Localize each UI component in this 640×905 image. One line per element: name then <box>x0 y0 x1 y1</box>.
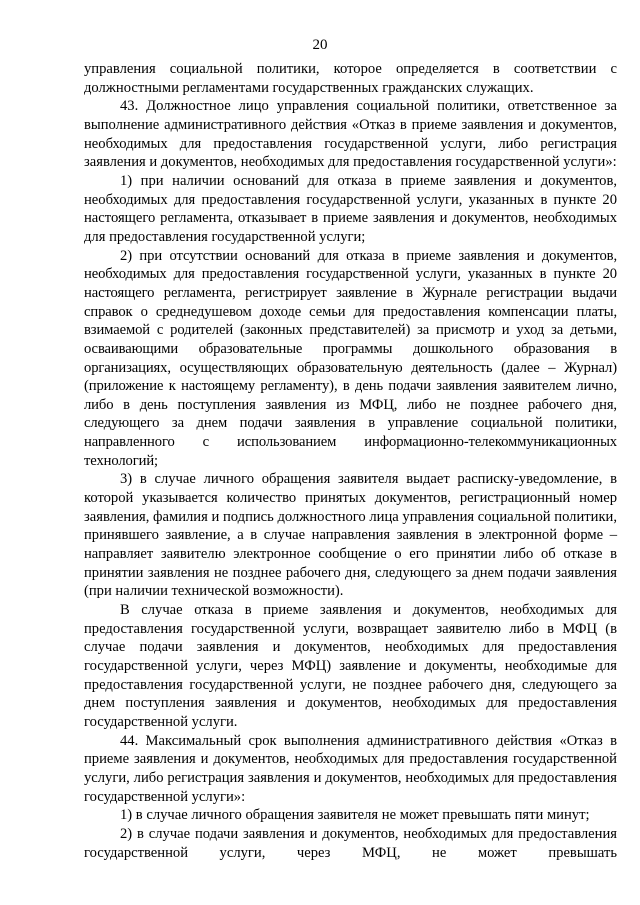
paragraph-item-44: 44. Максимальный срок выполнения административного действия «Отказ в приеме заявления и документов, необходимых для предоставления государственной услуги, либо регистрация заявления и документов, необходимых для предоставления государственной услуги»: <box>84 732 617 805</box>
paragraph-item-43-1: 1) при наличии оснований для отказа в приеме заявления и документов, необходимых для предоставления государственной услуги, указанных в пункте 20 настоящего регламента, отказывает в приеме заявления и документов, необходимых для предоставления государственной услуги; <box>84 172 617 245</box>
paragraph-item-43-2: 2) при отсутствии оснований для отказа в приеме заявления и документов, необходимых для предоставления государственной услуги, указанных в пункте 20 настоящего регламента, регистрирует заявление в Журнале регистрации выдачи справок о среднедушевом доходе семьи для предоставления компенсации платы, взимаемой с родителей (законных представителей) за присмотр и уход за детьми, осваивающими образовательные программы дошкольного образования в организациях, осуществляющих образовательную деятельность (далее – Журнал) (приложение к настоящему регламенту), в день подачи заявления заявителем лично, либо в день поступления заявления из МФЦ, либо не позднее рабочего дня, следующего за днем подачи заявления в управление социальной политики, направленного с использованием информационно-телекоммуникационных технологий; <box>84 247 617 469</box>
paragraph-item-44-2: 2) в случае подачи заявления и документов, необходимых для предоставления государственной услуги, через МФЦ, не может превышать <box>84 825 617 861</box>
page-number: 20 <box>312 37 328 53</box>
paragraph-item-44-1: 1) в случае личного обращения заявителя не может превышать пяти минут; <box>120 807 590 824</box>
paragraph-refusal-case: В случае отказа в приеме заявления и документов, необходимых для предоставления государственной услуги, возвращает заявителю либо в МФЦ (в случае подачи заявления и документов, необходимых для предоставления государственной услуги, через МФЦ) заявление и документы, необходимые для предоставления государственной услуги, не позднее рабочего дня, следующего за днем поступления заявления и документов, необходимых для предоставления государственной услуги. <box>84 602 617 730</box>
paragraph-item-43-3: 3) в случае личного обращения заявителя выдает расписку-уведомление, в которой указывается количество принятых документов, регистрационный номер заявления, фамилия и подпись должностного лица управления социальной политики, принявшего заявление, а в случае направления заявления в электронной форме – направляет заявителю электронное сообщение о его принятии либо об отказе в принятии заявления не позднее рабочего дня, следующего за днем подачи заявления (при наличии технической возможности). <box>84 471 617 600</box>
document-body <box>84 60 617 862</box>
paragraph-item-43: 43. Должностное лицо управления социальной политики, ответственное за выполнение административного действия «Отказ в приеме заявления и документов, необходимых для предоставления государственной услуги, либо регистрация заявления и документов, необходимых для предоставления государственной услуги»: <box>84 98 617 171</box>
paragraph-continuation: управления социальной политики, которое определяется в соответствии с должностными регламентами государственных гражданских служащих. <box>84 61 617 96</box>
